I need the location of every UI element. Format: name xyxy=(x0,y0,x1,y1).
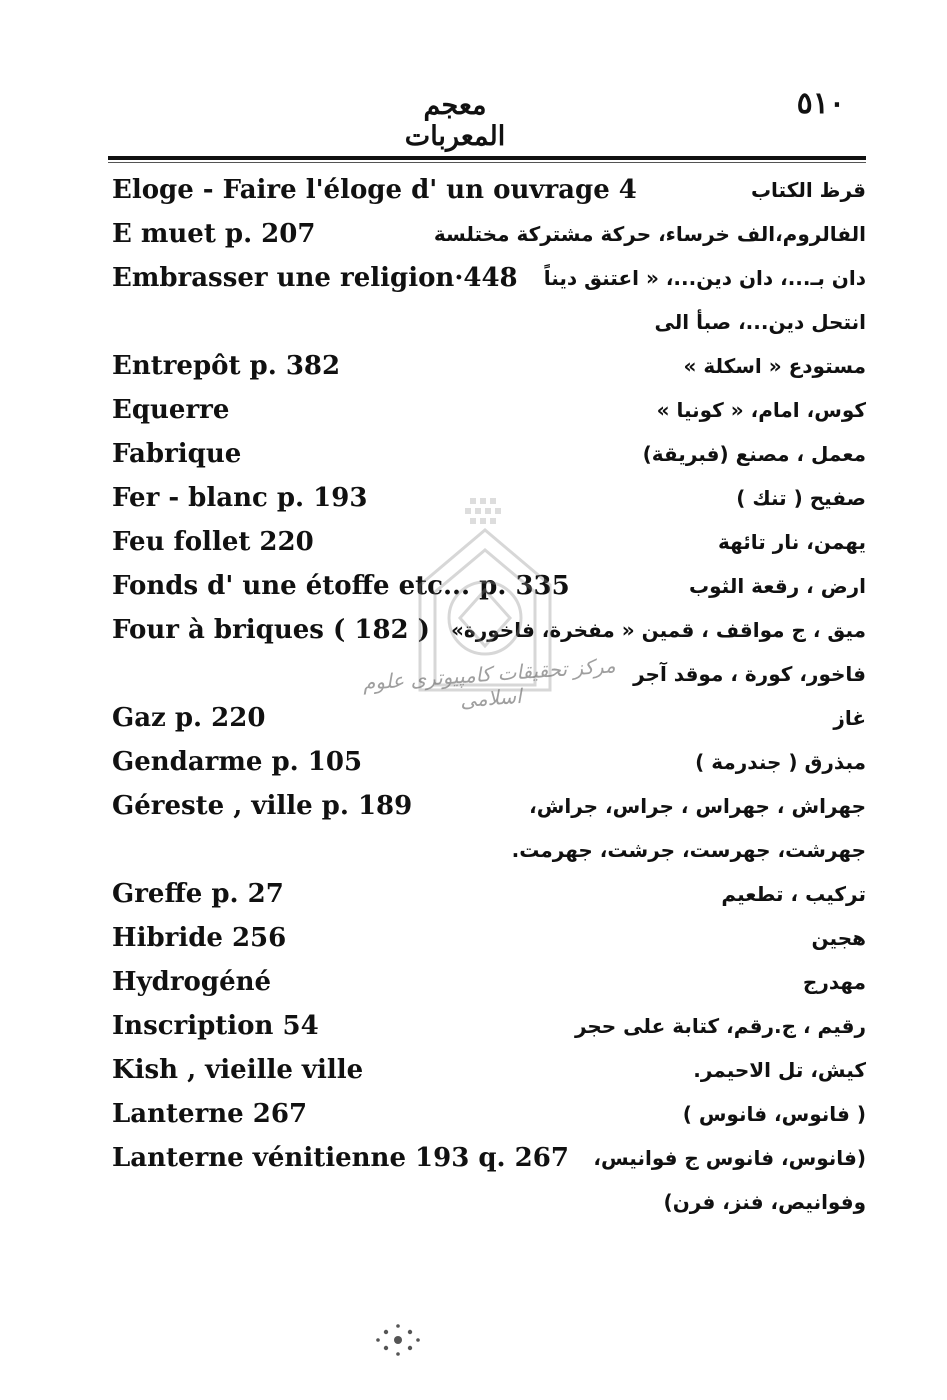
arabic-line: ارض ، رقعة الثوب xyxy=(689,574,866,598)
arabic-line: صفيح ( تنك ) xyxy=(736,486,866,510)
arabic-equivalent xyxy=(683,344,866,388)
dictionary-entry xyxy=(106,960,866,1004)
dictionary-entry xyxy=(106,1048,866,1092)
arabic-equivalent xyxy=(643,432,866,476)
arabic-line: جهراش ، جهراس ، جراس، جراش، xyxy=(529,794,866,818)
arabic-line: انتحل دين...، صبأ الى xyxy=(654,310,866,334)
arabic-line: مهدرج xyxy=(802,970,866,994)
arabic-equivalent xyxy=(695,740,866,784)
french-term: Feu follet 220 xyxy=(112,527,314,557)
arabic-equivalent xyxy=(575,1004,866,1048)
arabic-line: غاز xyxy=(833,706,866,730)
arabic-equivalent xyxy=(721,872,866,916)
arabic-line: ميق ، ج مواقف ، قمين « مفخرة، فاخورة» xyxy=(451,618,866,642)
header-rule-thin xyxy=(108,162,866,163)
dictionary-entry xyxy=(106,256,866,344)
arabic-line: دان بـ...، دان دين...، « اعتنق ديناً xyxy=(543,266,866,290)
arabic-equivalent xyxy=(683,1092,866,1136)
dictionary-entry xyxy=(106,784,866,872)
dictionary-entry xyxy=(106,1092,866,1136)
header-rule xyxy=(108,156,866,160)
french-term: Greffe p. 27 xyxy=(112,879,284,909)
arabic-equivalent xyxy=(544,256,866,344)
dictionary-entry xyxy=(106,344,866,388)
french-term: Hydrogéné xyxy=(112,967,272,997)
french-term: Equerre xyxy=(112,395,230,425)
dictionary-entry xyxy=(106,168,866,212)
french-term: Eloge - Faire l'éloge d' un ouvrage 4 xyxy=(112,175,637,205)
french-term: E muet p. 207 xyxy=(112,219,316,249)
arabic-equivalent xyxy=(657,388,866,432)
arabic-line: هجين xyxy=(811,926,866,950)
arabic-line: (فانوس، فانوس ج فوانيس، xyxy=(593,1146,866,1170)
running-title: معجم المعربات xyxy=(404,90,506,152)
arabic-equivalent xyxy=(689,564,866,608)
arabic-line: معمل ، مصنع (فبريقة) xyxy=(642,442,866,466)
arabic-equivalent xyxy=(803,960,866,1004)
arabic-equivalent xyxy=(718,520,866,564)
arabic-line: يهمن، نار تائهة xyxy=(717,530,866,554)
watermark-text: مرکز تحقیقات کامپیوتری علوم اسلامی xyxy=(361,653,617,713)
dictionary-entry xyxy=(106,212,866,256)
arabic-equivalent xyxy=(751,168,866,212)
arabic-line: ( فانوس، فانوس ) xyxy=(682,1102,866,1126)
arabic-line: الفالروم،الف خرساء، حركة مشتركة مختلسة xyxy=(433,222,866,246)
arabic-line: فاخور، كورة ، موقد آجر xyxy=(633,662,866,686)
dictionary-entry xyxy=(106,916,866,960)
arabic-line: مستودع « اسكلة » xyxy=(683,354,866,378)
french-term: Hibride 256 xyxy=(112,923,287,953)
dictionary-entry xyxy=(106,740,866,784)
french-term: Fonds d' une étoffe etc... p. 335 xyxy=(112,571,570,601)
arabic-line: كوس، امام، « كونيا » xyxy=(656,398,866,422)
arabic-line: مبذرق ( جندرمة ) xyxy=(695,750,866,774)
arabic-line: تركيب ، تطعيم xyxy=(721,882,866,906)
arabic-equivalent xyxy=(512,784,866,872)
arabic-line: وفوانيص، فنز، فرن) xyxy=(663,1190,866,1214)
arabic-line: جهرشت، جهرست، جرشت، جهرمت. xyxy=(511,838,866,862)
arabic-equivalent xyxy=(736,476,866,520)
arabic-equivalent xyxy=(693,1048,866,1092)
french-term: Fabrique xyxy=(112,439,242,469)
french-term: Géreste , ville p. 189 xyxy=(112,791,413,821)
arabic-equivalent xyxy=(434,212,866,256)
french-term: Lanterne vénitienne 193 q. 267 xyxy=(112,1143,569,1173)
dictionary-entry xyxy=(106,1136,866,1224)
dictionary-entry xyxy=(106,388,866,432)
dictionary-entry xyxy=(106,872,866,916)
french-term: Inscription 54 xyxy=(112,1011,319,1041)
arabic-line: كيش، تل الاحيمر. xyxy=(693,1058,866,1082)
french-term: Kish , vieille ville xyxy=(112,1055,364,1085)
arabic-equivalent xyxy=(812,916,866,960)
dictionary-entry xyxy=(106,1004,866,1048)
arabic-line: رقيم ، ج.رقم، كتابة على حجر xyxy=(574,1014,866,1038)
page-number: ٥١٠ xyxy=(796,86,845,121)
ornament-icon xyxy=(368,1318,428,1362)
french-term: Lanterne 267 xyxy=(112,1099,308,1129)
arabic-line: قرظ الكتاب xyxy=(750,178,866,202)
french-term: Entrepôt p. 382 xyxy=(112,351,341,381)
french-term: Four à briques ( 182 ) xyxy=(112,615,430,645)
arabic-equivalent xyxy=(833,696,866,740)
french-term: Gaz p. 220 xyxy=(112,703,266,733)
arabic-equivalent xyxy=(593,1136,866,1224)
french-term: Embrasser une religion·448 xyxy=(112,263,518,293)
french-term: Fer - blanc p. 193 xyxy=(112,483,368,513)
dictionary-entry xyxy=(106,432,866,476)
french-term: Gendarme p. 105 xyxy=(112,747,363,777)
